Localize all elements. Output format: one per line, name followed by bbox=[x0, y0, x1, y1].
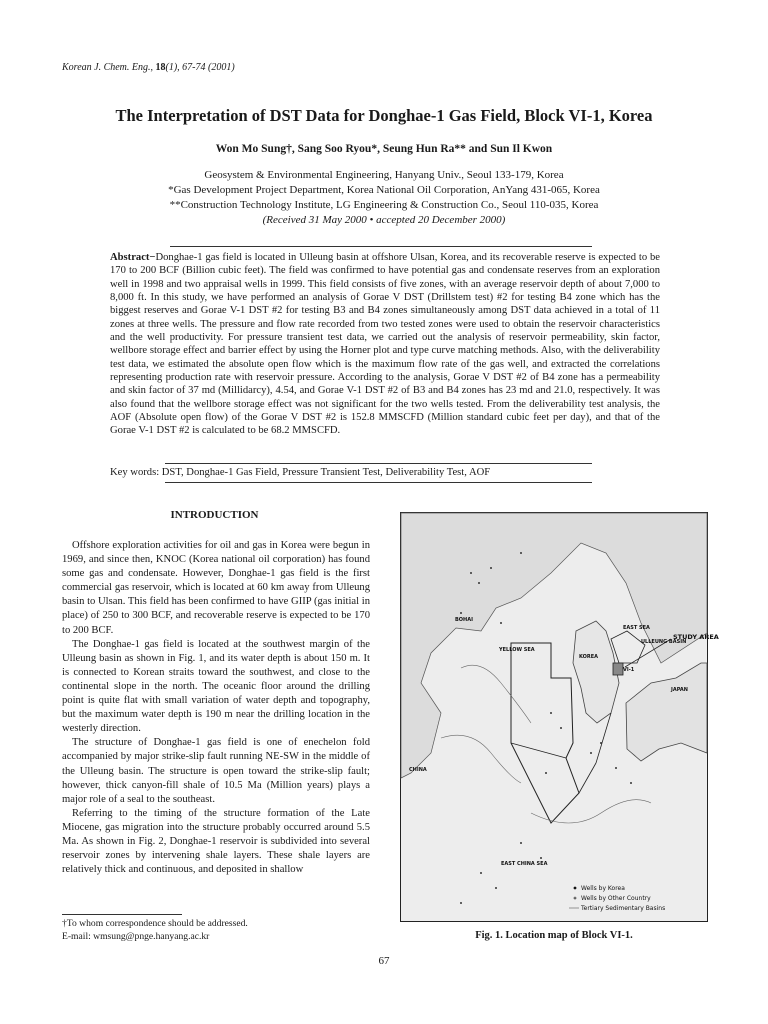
introduction-body bbox=[62, 539, 370, 877]
footnote bbox=[62, 918, 248, 943]
introduction-heading: INTRODUCTION bbox=[170, 509, 259, 521]
intro-paragraph: Offshore exploration activities for oil and gas in Korea were begun in 1969, and since then, KNOC (Korea national oil corporation) has found some gas and condensate. However, Donghae-1 gas field is the first commercial gas reservoir, which is located at 60 km away from Ulleung basin to Ulsan. This field has been confirmed to have GIIP (gas initial in place) of 250 to 300 BCF, and recoverable reserve is expected to be 170 to 200 BCF. bbox=[62, 540, 370, 636]
label-china: CHINA bbox=[409, 767, 427, 773]
affiliations bbox=[0, 168, 768, 228]
label-yellow-sea: YELLOW SEA bbox=[499, 647, 535, 653]
footnote-correspondence: †To whom correspondence should be addressed. bbox=[62, 918, 248, 929]
legend-basins: Tertiary Sedimentary Basins bbox=[581, 905, 666, 912]
affiliation-2: *Gas Development Project Department, Korea National Oil Corporation, AnYang 431-065, Korea bbox=[168, 184, 600, 196]
label-korea: KOREA bbox=[579, 654, 599, 660]
abstract-dash: − bbox=[149, 252, 156, 263]
figure-caption: Fig. 1. Location map of Block VI-1. bbox=[475, 930, 633, 941]
page-number: 67 bbox=[378, 955, 390, 967]
received-dates: (Received 31 May 2000 • accepted 20 December 2000) bbox=[262, 214, 506, 226]
label-ulleung-basin: ULLEUNG BASIN bbox=[641, 639, 687, 645]
paper-title: The Interpretation of DST Data for Donghae-1 Gas Field, Block VI-1, Korea bbox=[115, 106, 653, 125]
block-vi1-area bbox=[613, 663, 623, 675]
journal-issue-pages: (1), 67-74 (2001) bbox=[165, 62, 235, 73]
label-study-area: STUDY AREA bbox=[673, 633, 719, 641]
journal-citation: Korean J. Chem. Eng., 18(1), 67-74 (2001) bbox=[62, 62, 235, 73]
abstract-top-rule bbox=[170, 246, 592, 247]
intro-paragraph: The Donghae-1 gas field is located at the southwest margin of the Ulleung basin as shown in Fig. 1, and its water depth is about 150 m. It is connected to Korean straits toward the southwest, and close to the continental slope in the north. The oceanic floor around the drilling point is quite flat with small variation of water depth and topography, but the maximum water depth is 190 m near the drilling location in the westerly direction. bbox=[62, 638, 370, 735]
abstract-bottom-rule bbox=[165, 463, 592, 464]
location-map bbox=[401, 513, 719, 921]
label-east-sea: EAST SEA bbox=[623, 625, 650, 631]
location-map-figure bbox=[400, 512, 719, 922]
label-vi1: VI-1 bbox=[623, 667, 635, 673]
legend-marker-korea-wells bbox=[574, 887, 577, 890]
footnote-email: E-mail: wmsung@pnge.hanyang.ac.kr bbox=[62, 930, 210, 942]
abstract bbox=[110, 251, 660, 438]
journal-volume: 18 bbox=[155, 62, 166, 73]
label-east-china-sea: EAST CHINA SEA bbox=[501, 861, 548, 867]
affiliation-3: **Construction Technology Institute, LG Engineering & Construction Co., Seoul 110-035, Korea bbox=[169, 199, 599, 211]
footnote-rule bbox=[62, 914, 182, 915]
journal-name: Korean J. Chem. Eng. bbox=[62, 62, 151, 73]
intro-paragraph: Referring to the timing of the structure formation of the Late Miocene, gas migration into the structure probably occurred around 5.5 Ma. As shown in Fig. 2, Donghae-1 reservoir is subdivided into several reservoir zones by intervening shale layers. These shale layers are relatively thick and continuous, and deposited in shallow bbox=[62, 807, 370, 876]
label-japan: JAPAN bbox=[671, 687, 688, 693]
legend-other-wells: Wells by Other Country bbox=[581, 895, 651, 902]
author-list: Won Mo Sung†, Sang Soo Ryou*, Seung Hun Ra** and Sun Il Kwon bbox=[215, 143, 553, 155]
label-bohai: BOHAI bbox=[455, 617, 473, 623]
legend-korea-wells: Wells by Korea bbox=[581, 885, 625, 892]
affiliation-1: Geosystem & Environmental Engineering, Hanyang Univ., Seoul 133-179, Korea bbox=[204, 169, 564, 181]
abstract-text: Donghae-1 gas field is located in Ulleung basin at offshore Ulsan, Korea, and its recoverable reserve is expected to be 170 to 200 BCF (Billion cubic feet). The field was confirmed to have potential gas and condensate reserves from an exploration well in 1998 and two appraisal wells in 1999. This field consists of five zones, with an average reservoir depth of about 7,000 to 8,000 ft. In this study, we have performed an analysis of Gorae V DST (Drillstem test) #2 for testing B4 zone which has the biggest reserves and Gorae V-1 DST #2 for testing B3 and B4 zones simultaneously among DST data achieved in a total of 11 zones at three wells. The pressure and flow rate recorded from two tested zones were used to obtain the reservoir characteristics and the well productivity. For pressure transient test data, we carried out the analysis of reservoir permeability, skin factor, wellbore storage effect and barrier effect by using the Horner plot and type curve matching methods. Also, with the deliverability test data, we estimated the absolute open flow which is the maximum flow rate of the gas well, and extracted the correlations representing production rate with reservoir pressure. According to the analysis, Gorae V DST #2 of B4 zone has a permeability and skin factor of 37 md (Millidarcy), 4.54, and Gorae V-1 DST #2 of B3 and B4 zones has 23 md and 21.0, respectively. It was also found that the wellbore storage effect was not significant for the two wells tested. From the deliverability test analysis, the AOF (Absolute open flow) of the Gorae V DST #2 is 152.8 MMSCFD (Million standard cubic feet per day), and that of the Gorae V-1 DST #2 is calculated to be 68.2 MMSCFD. bbox=[110, 252, 660, 437]
intro-paragraph: The structure of Donghae-1 gas field is one of enechelon fold accompanied by major strike-slip fault running NE-SW in the middle of the Ulleung basin. The structure is open toward the strike-slip fault; however, thick canyon-fill shale of 10.5 Ma (Million years) plays a major role of a seal to the southeast. bbox=[62, 737, 370, 805]
abstract-label: Abstract bbox=[110, 252, 150, 263]
keywords-rule bbox=[165, 482, 592, 483]
keywords: Key words: DST, Donghae-1 Gas Field, Pressure Transient Test, Deliverability Test, AOF bbox=[110, 467, 491, 478]
